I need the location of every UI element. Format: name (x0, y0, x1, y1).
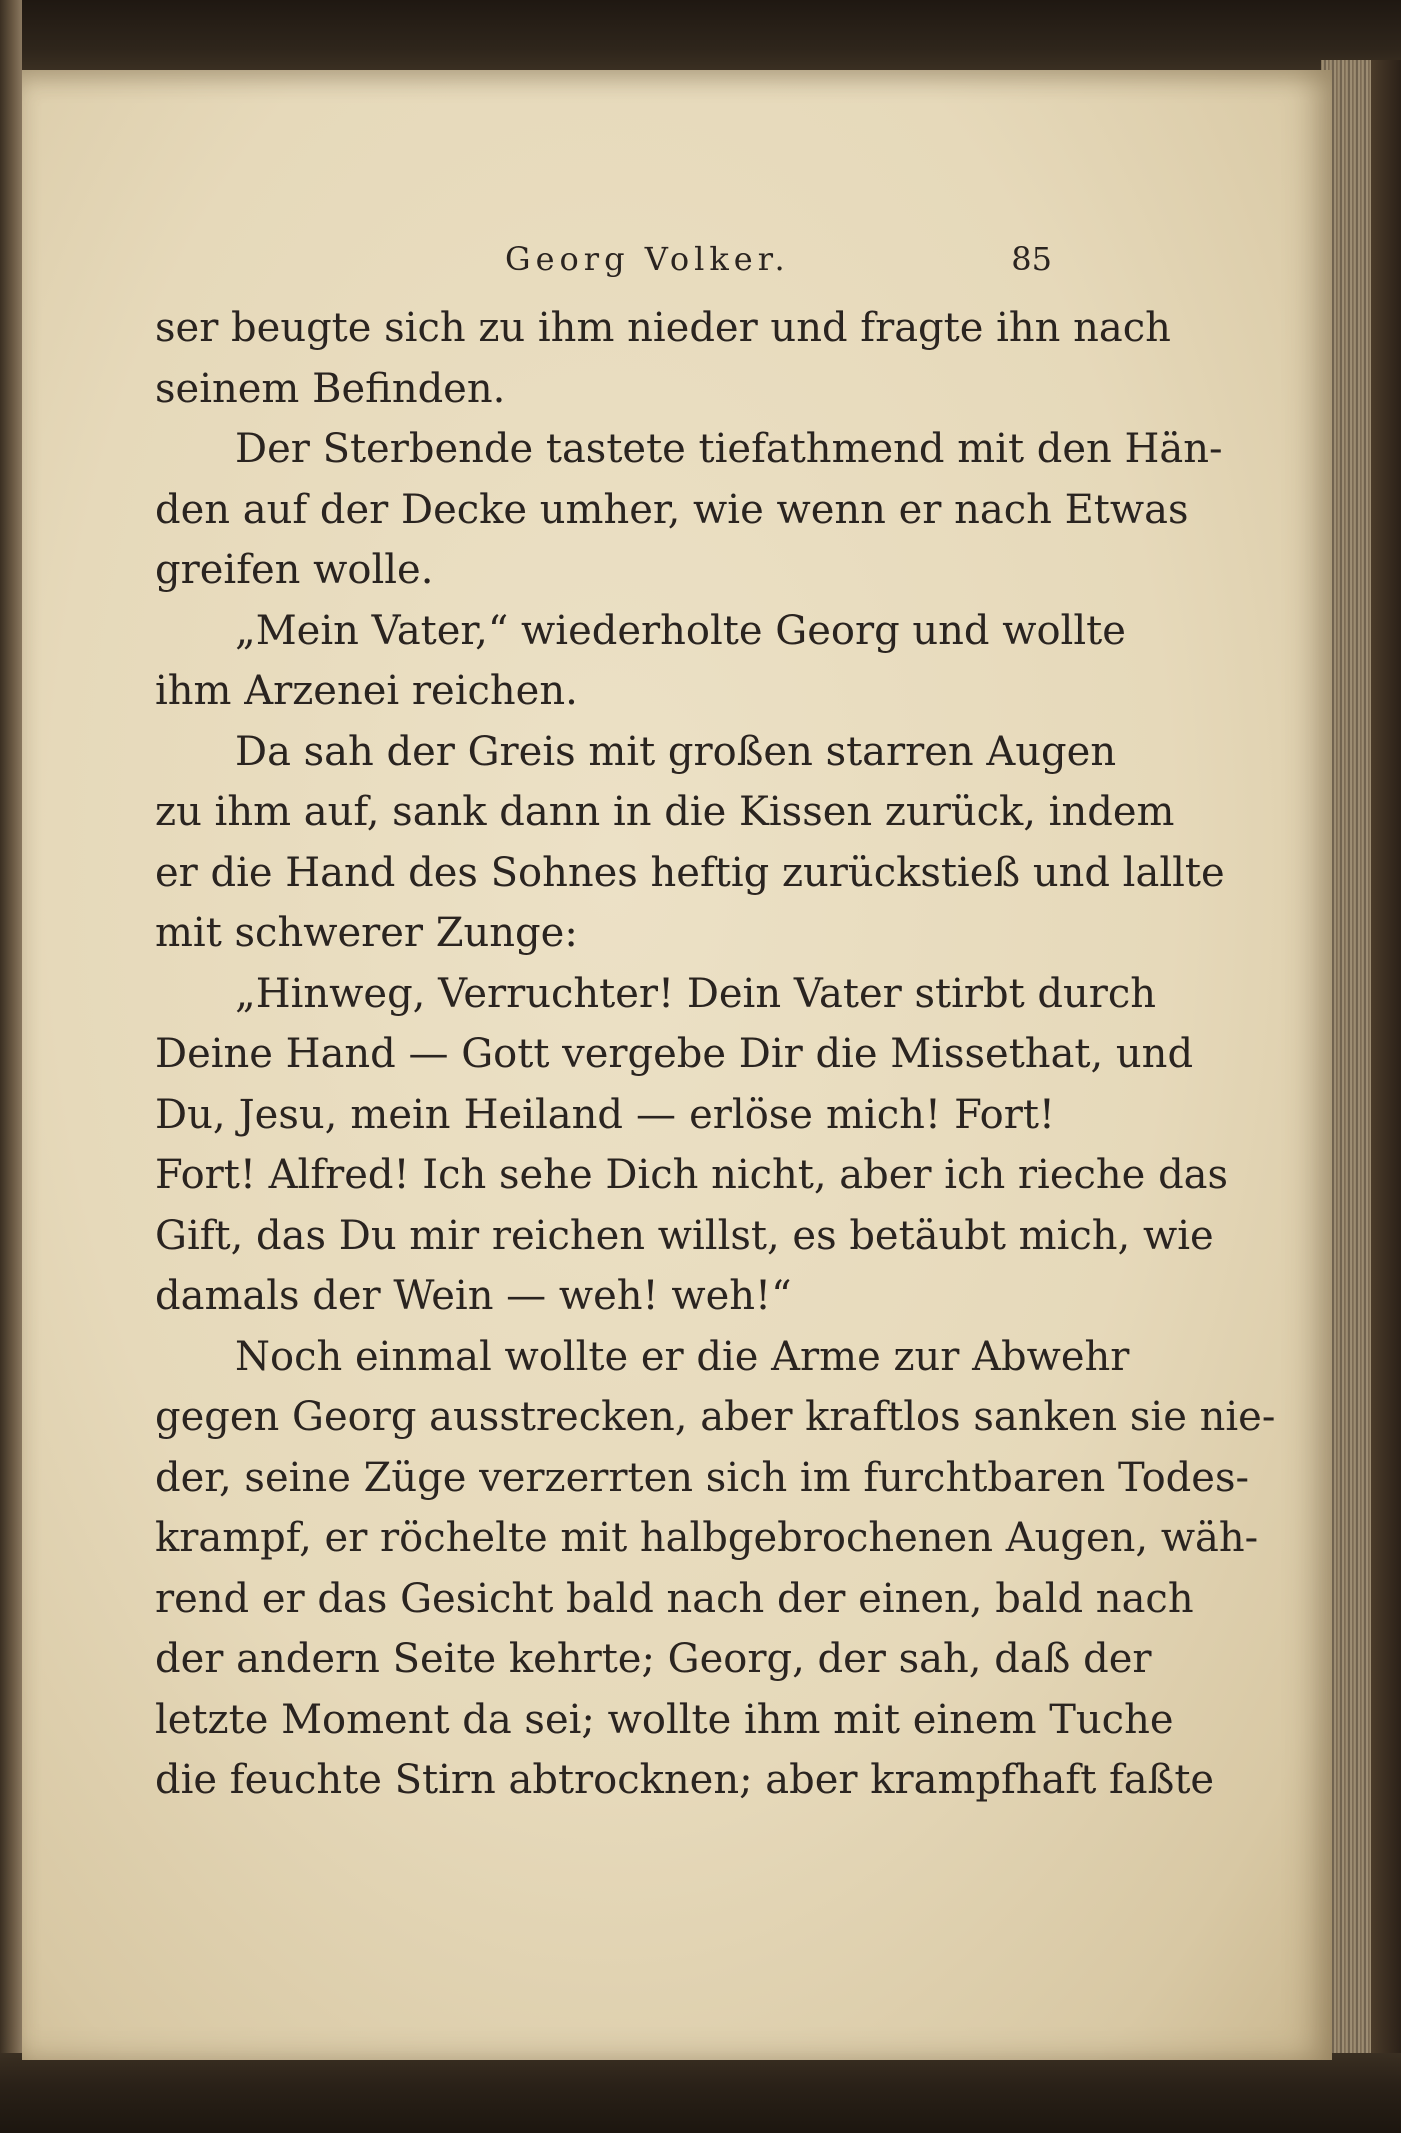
book-binding (1371, 60, 1401, 2060)
text-line: letzte Moment da sei; wollte ihm mit einem Tuche (155, 1696, 1174, 1743)
text-line: damals der Wein — weh! weh!“ (155, 1273, 792, 1319)
text-line: „Mein Vater,“ wiederholte Georg und wollte (235, 607, 1126, 654)
text-line: greifen wolle. (155, 547, 434, 593)
text-line: der, seine Züge verzerrten sich im furchtbaren Todes- (155, 1454, 1249, 1501)
text-line: seinem Befinden. (155, 365, 506, 412)
facing-page-edge (0, 0, 22, 2133)
text-line: mit schwerer Zunge: (155, 910, 578, 956)
page-number: 85 (1011, 240, 1052, 278)
text-line: Gift, das Du mir reichen willst, es betäubt mich, wie (155, 1212, 1214, 1259)
text-line: den auf der Decke umher, wie wenn er nach Etwas (155, 486, 1189, 533)
text-line: der andern Seite kehrte; Georg, der sah, daß der (155, 1636, 1152, 1682)
text-line: rend er das Gesicht bald nach der einen, bald nach (155, 1575, 1194, 1622)
scan-top-edge (0, 0, 1401, 70)
text-line: Der Sterbende tastete tiefathmend mit den Hän- (235, 426, 1223, 472)
text-line: er die Hand des Sohnes heftig zurückstieß und lallte (155, 849, 1225, 896)
running-title: Georg Volker. (505, 240, 790, 278)
text-line: die feuchte Stirn abtrocknen; aber krampfhaft faßte (155, 1757, 1215, 1803)
text-line: Da sah der Greis mit großen starren Augen (235, 728, 1117, 775)
text-line: „Hinweg, Verruchter! Dein Vater stirbt durch (235, 970, 1157, 1017)
text-line: Deine Hand — Gott vergebe Dir die Missethat, und (155, 1031, 1194, 1077)
text-line: zu ihm auf, sank dann in die Kissen zurück, indem (155, 789, 1175, 835)
text-line: Noch einmal wollte er die Arme zur Abwehr (235, 1333, 1130, 1380)
body-text (155, 298, 1276, 1811)
text-line: ihm Arzenei reichen. (155, 668, 578, 714)
text-line: gegen Georg ausstrecken, aber kraftlos sanken sie nie- (155, 1394, 1276, 1440)
text-line: ser beugte sich zu ihm nieder und fragte ihn nach (155, 305, 1171, 351)
text-line: Du, Jesu, mein Heiland — erlöse mich! Fort! (155, 1091, 1055, 1138)
text-line: Fort! Alfred! Ich sehe Dich nicht, aber ich rieche das (155, 1152, 1229, 1198)
page-header (480, 240, 1180, 290)
scan-bottom-edge (0, 2053, 1401, 2133)
text-line: krampf, er röchelte mit halbgebrochenen Augen, wäh- (155, 1515, 1259, 1561)
